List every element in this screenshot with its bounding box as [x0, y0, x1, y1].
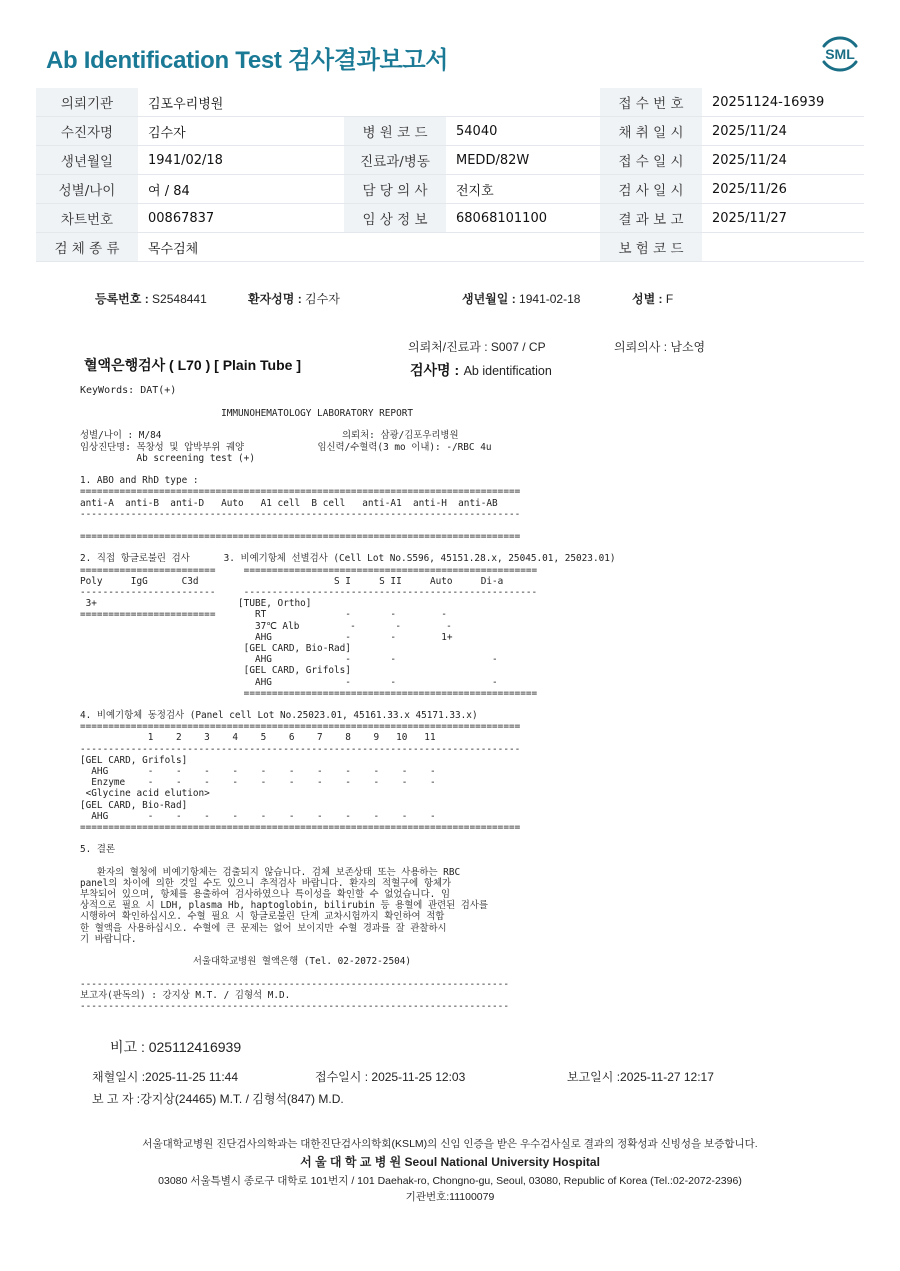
info-row [36, 204, 864, 233]
report-line [80, 419, 616, 430]
report-line: panel의 차이에 의한 것일 수도 있으니 추적검사 바랍니다. 환자의 적혈구에 항체가 [80, 877, 452, 889]
info-value [702, 233, 864, 262]
report-line: 보고자(판독의) : 강지상 M.T. / 김형석 M.D. [80, 989, 291, 1001]
report-line: [GEL CARD, Bio-Rad] [80, 642, 351, 654]
info-value: 목수검체 [138, 233, 344, 262]
receive-time: 접수일시 : 2025-11-25 12:03 [315, 1070, 466, 1084]
keywords: KeyWords: DAT(+) [80, 385, 177, 396]
report-line [80, 967, 616, 978]
report-line: 4. 비예기항체 동정검사 (Panel cell Lot No.25023.01, 45161.33.x 45171.33.x) [80, 710, 478, 722]
info-value: 여 / 84 [138, 175, 344, 204]
patient-name: 환자성명 : 김수자 [248, 292, 340, 306]
report-line: ---------------------------------------------------------------------------- [80, 1000, 509, 1012]
report-line: anti-A anti-B anti-D Auto A1 cell B cell anti-A1 anti-H anti-AB [80, 497, 498, 509]
info-value: 68068101100 [446, 204, 600, 233]
report-line [80, 542, 616, 553]
info-value: MEDD/82W [446, 146, 600, 175]
report-line: 2. 직접 항글로불린 검사 3. 비예기항체 선별검사 (Cell Lot No.S596, 45151.28.x, 25045.01, 25023.01) [80, 553, 616, 565]
info-row [36, 117, 864, 146]
patient-sex: 성별 : F [632, 292, 674, 306]
report-line: 1. ABO and RhD type : [80, 475, 199, 487]
report-line [80, 945, 616, 956]
test-name: 검사명 : Ab identification [410, 362, 552, 378]
hospital-address: 03080 서울특별시 종로구 대학로 101번지 / 101 Daehak-ro, Chongno-gu, Seoul, 03080, Republic of Korea (Tel.:02-2072-2396) [158, 1175, 742, 1187]
report-line: ------------------------------------------------------------------------------ [80, 743, 521, 755]
info-label: 접 수 번 호 [600, 88, 702, 117]
report-line: 성별/나이 : M/84 의뢰처: 삼광/김포우리병원 [80, 430, 459, 442]
report-line: 상적으로 필요 시 LDH, plasma Hb, haptoglobin, bilirubin 등 용혈에 관련된 검사를 [80, 900, 488, 912]
request-dept: 의뢰처/진료과 : S007 / CP [408, 340, 546, 354]
info-label: 결 과 보 고 [600, 204, 702, 233]
report-line: AHG - - - [80, 654, 498, 666]
info-label: 차트번호 [36, 204, 138, 233]
info-label: 채 취 일 시 [600, 117, 702, 146]
report-line: 1 2 3 4 5 6 7 8 9 10 11 [80, 732, 436, 744]
info-value: 2025/11/27 [702, 204, 864, 233]
report-line: IMMUNOHEMATOLOGY LABORATORY REPORT [80, 408, 414, 419]
report-line: ============================================================================== [80, 486, 521, 498]
report-line: <Glycine acid elution> [80, 788, 210, 800]
report-line: AHG - - - - - - - - - - - [80, 810, 436, 822]
report-line [80, 520, 616, 531]
info-value: 1941/02/18 [138, 146, 344, 175]
info-value: 2025/11/26 [702, 175, 864, 204]
patient-dob: 생년월일 : 1941-02-18 [462, 292, 581, 306]
info-label: 병 원 코 드 [344, 117, 446, 146]
report-line: Poly IgG C3d S I S II Auto Di-a [80, 575, 504, 587]
hospital-name: 서 울 대 학 교 병 원 Seoul National University Hospital [300, 1155, 600, 1169]
report-line: ------------------------------------------------------------------------------ [80, 508, 521, 520]
info-label: 성별/나이 [36, 175, 138, 204]
report-line: 시행하여 확인하십시오. 수혈 필요 시 항글로불린 단계 교차시험까지 확인하여 적합 [80, 911, 445, 923]
request-info-table [36, 88, 864, 262]
report-line: [GEL CARD, Grifols] [80, 665, 351, 677]
info-value: 2025/11/24 [702, 146, 864, 175]
collect-time: 채혈일시 :2025-11-25 11:44 [92, 1070, 239, 1084]
report-line: AHG - - - - - - - - - - - [80, 766, 436, 777]
report-line [80, 833, 616, 844]
info-value: 김수자 [138, 117, 344, 146]
report-line: 환자의 혈청에 비예기항체는 검출되지 않습니다. 검체 보존상태 또는 사용하는 RBC [80, 866, 461, 878]
info-row [36, 175, 864, 204]
certification-line: 서울대학교병원 진단검사의학과는 대한진단검사의학회(KSLM)의 신임 인증을 받은 우수검사실로 결과의 정확성과 신빙성을 보증합니다. [142, 1138, 758, 1150]
report-line: 37℃ Alb - - - [80, 620, 452, 632]
request-doctor: 의뢰의사 : 남소영 [614, 340, 706, 354]
report-line: ============================================================================== [80, 721, 521, 733]
org-code: 기관번호:11100079 [405, 1191, 495, 1203]
lab-report-body [80, 408, 616, 1012]
info-value: 54040 [446, 117, 600, 146]
report-time: 보고일시 :2025-11-27 12:17 [567, 1070, 714, 1084]
reporter: 보 고 자 :강지상(24465) M.T. / 김형석(847) M.D. [92, 1092, 344, 1106]
report-line: [GEL CARD, Grifols] [80, 754, 188, 766]
report-line: Enzyme - - - - - - - - - - - [80, 777, 436, 789]
info-label [344, 88, 446, 117]
logo-text: SML [825, 46, 855, 62]
info-label: 보 험 코 드 [600, 233, 702, 262]
info-value: 00867837 [138, 204, 344, 233]
report-line: ==================================================== [80, 687, 538, 699]
report-line: 임상진단명: 목창성 및 압박부위 궤양 임신력/수혈력(3 mo 이내): -/RBC 4u [80, 441, 492, 453]
report-line: AHG - - - [80, 676, 498, 688]
report-line: ============================================================================== [80, 531, 521, 543]
info-label: 검 사 일 시 [600, 175, 702, 204]
report-line: 5. 결론 [80, 844, 116, 856]
info-row [36, 146, 864, 175]
report-line: [GEL CARD, Bio-Rad] [80, 799, 188, 811]
test-title: 혈액은행검사 ( L70 ) [ Plain Tube ] [84, 357, 302, 373]
info-row [36, 88, 864, 117]
report-line: 기 바랍니다. [80, 933, 137, 945]
report-title: Ab Identification Test 검사결과보고서 [46, 47, 449, 74]
info-value: 김포우리병원 [138, 88, 344, 117]
report-line: ============================================================================== [80, 821, 521, 833]
info-value [446, 233, 600, 262]
info-label: 의뢰기관 [36, 88, 138, 117]
report-line [80, 699, 616, 710]
info-label: 진료과/병동 [344, 146, 446, 175]
report-line: ======================== ==================================================== [80, 564, 538, 576]
reg-no: 등록번호 : S2548441 [95, 292, 207, 306]
report-line [80, 464, 616, 475]
report-line: 한 혈액을 사용하십시오. 수혈에 큰 문제는 없어 보이지만 수혈 경과를 잘 관찰하시 [80, 922, 447, 934]
info-value: 전지호 [446, 175, 600, 204]
report-line [80, 856, 616, 867]
report-line: 3+ [TUBE, Ortho] [80, 598, 312, 610]
report-line: ---------------------------------------------------------------------------- [80, 978, 509, 990]
info-value: 2025/11/24 [702, 117, 864, 146]
report-line: 서울대학교병원 혈액은행 (Tel. 02-2072-2504) [80, 956, 412, 968]
info-label: 검 체 종 류 [36, 233, 138, 262]
info-value: 20251124-16939 [702, 88, 864, 117]
info-value [446, 88, 600, 117]
remark: 비고 : 025112416939 [110, 1039, 242, 1055]
sml-logo [816, 30, 864, 78]
info-label: 임 상 정 보 [344, 204, 446, 233]
info-label: 접 수 일 시 [600, 146, 702, 175]
info-label: 담 당 의 사 [344, 175, 446, 204]
info-row [36, 233, 864, 262]
info-label [344, 233, 446, 262]
report-line: AHG - - 1+ [80, 631, 453, 643]
report-line: Ab screening test (+) [80, 452, 255, 464]
info-label: 생년월일 [36, 146, 138, 175]
report-line: ------------------------ ---------------------------------------------------- [80, 587, 538, 598]
report-line: ======================== RT - - - [80, 609, 447, 621]
report-line: 부착되어 있으며, 항체를 용출하여 검사하였으나 특이성을 확인할 수 없었습니다. 임 [80, 889, 451, 901]
info-label: 수진자명 [36, 117, 138, 146]
